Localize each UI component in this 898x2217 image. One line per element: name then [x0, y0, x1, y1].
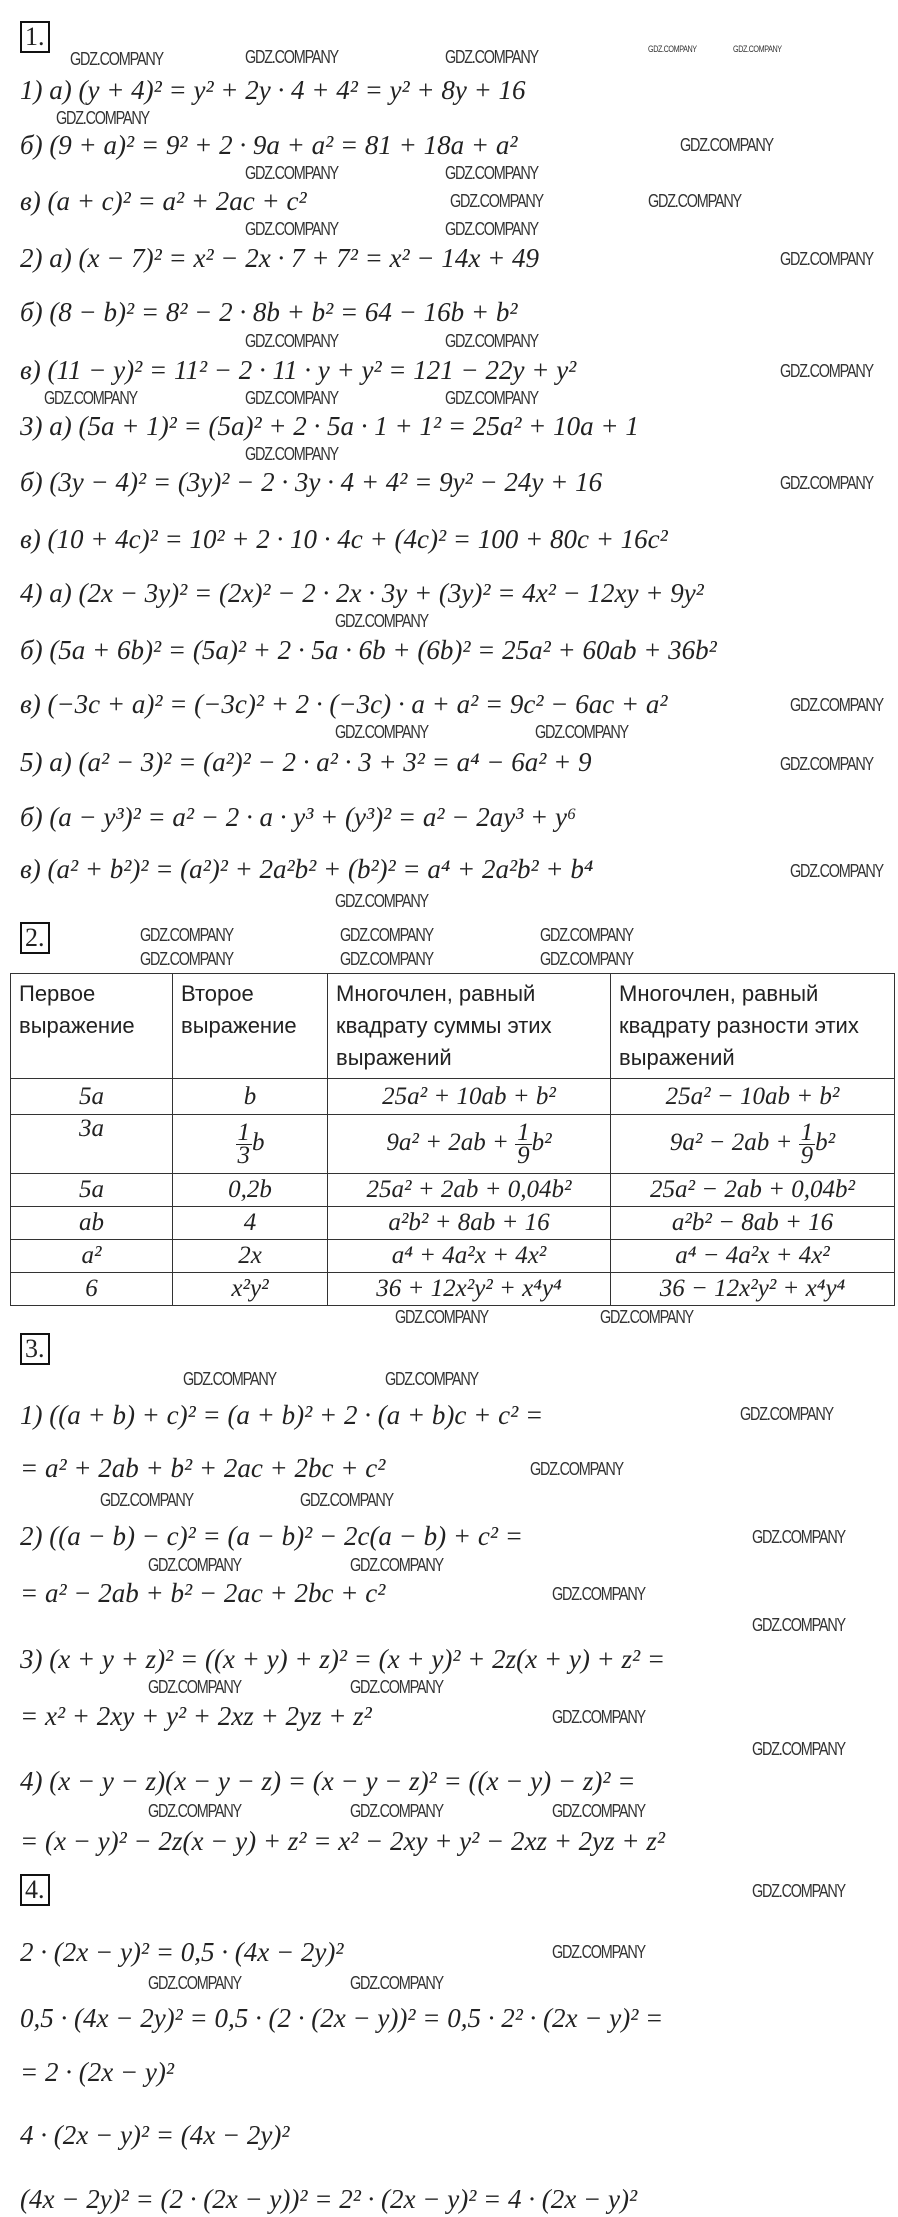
watermark: GDZ.COMPANY [535, 722, 628, 742]
watermark: GDZ.COMPANY [183, 1369, 276, 1389]
watermark: GDZ.COMPANY [245, 331, 338, 351]
watermark: GDZ.COMPANY [70, 49, 163, 69]
watermark: GDZ.COMPANY [245, 444, 338, 464]
watermark: GDZ.COMPANY [140, 949, 233, 969]
watermark: GDZ.COMPANY [540, 949, 633, 969]
watermark: GDZ.COMPANY [445, 219, 538, 239]
table-row [11, 1174, 895, 1207]
watermark: GDZ.COMPANY [335, 891, 428, 911]
table-cell [611, 1115, 895, 1174]
squares-table [10, 973, 895, 1306]
watermark: GDZ.COMPANY [245, 163, 338, 183]
table-header-row [11, 974, 895, 1079]
watermark: GDZ.COMPANY [340, 949, 433, 969]
section-number-2: 2. [20, 922, 50, 954]
watermark: GDZ.COMPANY [780, 473, 873, 493]
equation-line: в) (11 − y)² = 11² − 2 · 11 · y + y² = 121 − 22y + y² [20, 355, 577, 385]
watermark: GDZ.COMPANY [445, 388, 538, 408]
equation-line: 3) а) (5a + 1)² = (5a)² + 2 · 5a · 1 + 1² = 25a² + 10a + 1 [20, 411, 639, 441]
watermark: GDZ.COMPANY [552, 1942, 645, 1962]
denominator: 9 [800, 1141, 814, 1169]
watermark: GDZ.COMPANY [100, 1490, 193, 1510]
term: 9a² + 2ab + [386, 1128, 516, 1156]
term: b [252, 1128, 265, 1156]
watermark: GDZ.COMPANY [780, 754, 873, 774]
watermark: GDZ.COMPANY [350, 1555, 443, 1575]
table-cell: 36 + 12x²y² + x⁴y⁴ [328, 1273, 611, 1306]
numerator: 1 [517, 1118, 530, 1146]
watermark: GDZ.COMPANY [552, 1707, 645, 1727]
table-row [11, 1079, 895, 1115]
column-header: Первое выражение [11, 974, 173, 1079]
table-cell: 36 − 12x²y² + x⁴y⁴ [611, 1273, 895, 1306]
table-cell: b [173, 1079, 328, 1115]
equation-line: 2) а) (x − 7)² = x² − 2x · 7 + 7² = x² − 14x + 49 [20, 243, 540, 273]
fraction [799, 1118, 816, 1169]
watermark: GDZ.COMPANY [245, 47, 338, 67]
table-cell: 6 [11, 1273, 173, 1306]
term: 9a² − 2ab + [669, 1128, 799, 1156]
table-cell: 2x [173, 1240, 328, 1273]
denominator: 9 [517, 1141, 530, 1169]
equation-line: в) (10 + 4c)² = 10² + 2 · 10 · 4c + (4c)² = 100 + 80c + 16c² [20, 524, 668, 554]
equation-line: = 2 · (2x − y)² [20, 2057, 174, 2087]
equation-line: 1) ((a + b) + c)² = (a + b)² + 2 · (a + b)c + c² = [20, 1400, 544, 1430]
watermark: GDZ.COMPANY [648, 191, 741, 211]
watermark: GDZ.COMPANY [148, 1555, 241, 1575]
watermark: GDZ.COMPANY [445, 163, 538, 183]
term: b² [815, 1128, 836, 1156]
watermark: GDZ.COMPANY [648, 44, 697, 54]
table-row [11, 1207, 895, 1240]
table-cell: a⁴ + 4a²x + 4x² [328, 1240, 611, 1273]
watermark: GDZ.COMPANY [540, 925, 633, 945]
watermark: GDZ.COMPANY [790, 695, 883, 715]
watermark: GDZ.COMPANY [148, 1973, 241, 1993]
table-cell: a² [11, 1240, 173, 1273]
watermark: GDZ.COMPANY [335, 722, 428, 742]
fraction [515, 1118, 532, 1169]
table-cell: a⁴ − 4a²x + 4x² [611, 1240, 895, 1273]
watermark: GDZ.COMPANY [140, 925, 233, 945]
watermark: GDZ.COMPANY [450, 191, 543, 211]
watermark: GDZ.COMPANY [385, 1369, 478, 1389]
watermark: GDZ.COMPANY [350, 1801, 443, 1821]
watermark: GDZ.COMPANY [245, 388, 338, 408]
table-cell: 4 [173, 1207, 328, 1240]
watermark: GDZ.COMPANY [395, 1307, 488, 1327]
table-row [11, 1115, 895, 1174]
watermark: GDZ.COMPANY [680, 135, 773, 155]
table-cell: a²b² + 8ab + 16 [328, 1207, 611, 1240]
watermark: GDZ.COMPANY [340, 925, 433, 945]
table-cell [173, 1115, 328, 1174]
table-cell: x²y² [173, 1273, 328, 1306]
table-cell: 3a [11, 1115, 173, 1174]
equation-line: 2 · (2x − y)² = 0,5 · (4x − 2y)² [20, 1937, 344, 1967]
watermark: GDZ.COMPANY [335, 611, 428, 631]
watermark: GDZ.COMPANY [752, 1881, 845, 1901]
watermark: GDZ.COMPANY [552, 1584, 645, 1604]
watermark: GDZ.COMPANY [552, 1801, 645, 1821]
section-number-3: 3. [20, 1333, 50, 1365]
table-cell: 5a [11, 1174, 173, 1207]
watermark: GDZ.COMPANY [300, 1490, 393, 1510]
equation-line: б) (3y − 4)² = (3y)² − 2 · 3y · 4 + 4² = 9y² − 24y + 16 [20, 467, 603, 497]
table-cell: ab [11, 1207, 173, 1240]
numerator: 1 [237, 1118, 250, 1146]
equation-line: = a² − 2ab + b² − 2ac + 2bc + c² [20, 1578, 386, 1608]
watermark: GDZ.COMPANY [56, 108, 149, 128]
equation-line: в) (a + c)² = a² + 2ac + c² [20, 186, 307, 216]
table-row [11, 1273, 895, 1306]
watermark: GDZ.COMPANY [600, 1307, 693, 1327]
equation-line: = (x − y)² − 2z(x − y) + z² = x² − 2xy + y² − 2xz + 2yz + z² [20, 1826, 665, 1856]
table-cell: 0,2b [173, 1174, 328, 1207]
equation-line: в) (a² + b²)² = (a²)² + 2a²b² + (b²)² = a⁴ + 2a²b² + b⁴ [20, 854, 594, 884]
watermark: GDZ.COMPANY [740, 1404, 833, 1424]
numerator: 1 [800, 1118, 814, 1146]
watermark: GDZ.COMPANY [44, 388, 137, 408]
equation-line: 0,5 · (4x − 2y)² = 0,5 · (2 · (2x − y))² = 0,5 · 2² · (2x − y)² = [20, 2003, 664, 2033]
watermark: GDZ.COMPANY [445, 47, 538, 67]
column-header: Многочлен, равный квадрату разности этих выражений [611, 974, 895, 1079]
watermark: GDZ.COMPANY [350, 1677, 443, 1697]
table-cell [328, 1115, 611, 1174]
watermark: GDZ.COMPANY [790, 861, 883, 881]
watermark: GDZ.COMPANY [530, 1459, 623, 1479]
section-number-4: 4. [20, 1874, 50, 1906]
equation-line: б) (5a + 6b)² = (5a)² + 2 · 5a · 6b + (6b)² = 25a² + 60ab + 36b² [20, 635, 717, 665]
equation-line: 3) (x + y + z)² = ((x + y) + z)² = (x + y)² + 2z(x + y) + z² = [20, 1644, 666, 1674]
column-header: Второе выражение [173, 974, 328, 1079]
watermark: GDZ.COMPANY [245, 219, 338, 239]
equation-line: 1) а) (y + 4)² = y² + 2y · 4 + 4² = y² + 8y + 16 [20, 75, 526, 105]
equation-line: 4) а) (2x − 3y)² = (2x)² − 2 · 2x · 3y + (3y)² = 4x² − 12xy + 9y² [20, 578, 704, 608]
watermark: GDZ.COMPANY [350, 1973, 443, 1993]
equation-line: (4x − 2y)² = (2 · (2x − y))² = 2² · (2x − y)² = 4 · (2x − y)² [20, 2184, 638, 2214]
equation-line: 4 · (2x − y)² = (4x − 2y)² [20, 2120, 290, 2150]
equation-line: 5) а) (a² − 3)² = (a²)² − 2 · a² · 3 + 3² = a⁴ − 6a² + 9 [20, 747, 592, 777]
watermark: GDZ.COMPANY [752, 1739, 845, 1759]
watermark: GDZ.COMPANY [148, 1801, 241, 1821]
column-header: Многочлен, равный квадрату суммы этих выражений [328, 974, 611, 1079]
table-cell: 25a² − 10ab + b² [611, 1079, 895, 1115]
table-row [11, 1240, 895, 1273]
table-cell: 5a [11, 1079, 173, 1115]
section-number-1: 1. [20, 21, 50, 53]
equation-line: = x² + 2xy + y² + 2xz + 2yz + z² [20, 1701, 372, 1731]
watermark: GDZ.COMPANY [752, 1615, 845, 1635]
equation-line: в) (−3c + a)² = (−3c)² + 2 · (−3c) · a + a² = 9c² − 6ac + a² [20, 689, 668, 719]
fraction [236, 1118, 253, 1169]
watermark: GDZ.COMPANY [445, 331, 538, 351]
watermark: GDZ.COMPANY [733, 44, 782, 54]
watermark: GDZ.COMPANY [752, 1527, 845, 1547]
equation-line: 4) (x − y − z)(x − y − z) = (x − y − z)² = ((x − y) − z)² = [20, 1766, 636, 1796]
watermark: GDZ.COMPANY [780, 361, 873, 381]
watermark: GDZ.COMPANY [780, 249, 873, 269]
term: b² [531, 1128, 552, 1156]
table-cell: a²b² − 8ab + 16 [611, 1207, 895, 1240]
denominator: 3 [237, 1141, 250, 1169]
table-cell: 25a² + 2ab + 0,04b² [328, 1174, 611, 1207]
table-cell: 25a² − 2ab + 0,04b² [611, 1174, 895, 1207]
equation-line: 2) ((a − b) − c)² = (a − b)² − 2c(a − b) + c² = [20, 1521, 523, 1551]
equation-line: б) (9 + a)² = 9² + 2 · 9a + a² = 81 + 18a + a² [20, 130, 518, 160]
equation-line: б) (a − y³)² = a² − 2 · a · y³ + (y³)² = a² − 2ay³ + y⁶ [20, 802, 577, 832]
table-cell: 25a² + 10ab + b² [328, 1079, 611, 1115]
equation-line: б) (8 − b)² = 8² − 2 · 8b + b² = 64 − 16b + b² [20, 297, 518, 327]
equation-line: = a² + 2ab + b² + 2ac + 2bc + c² [20, 1453, 386, 1483]
watermark: GDZ.COMPANY [148, 1677, 241, 1697]
